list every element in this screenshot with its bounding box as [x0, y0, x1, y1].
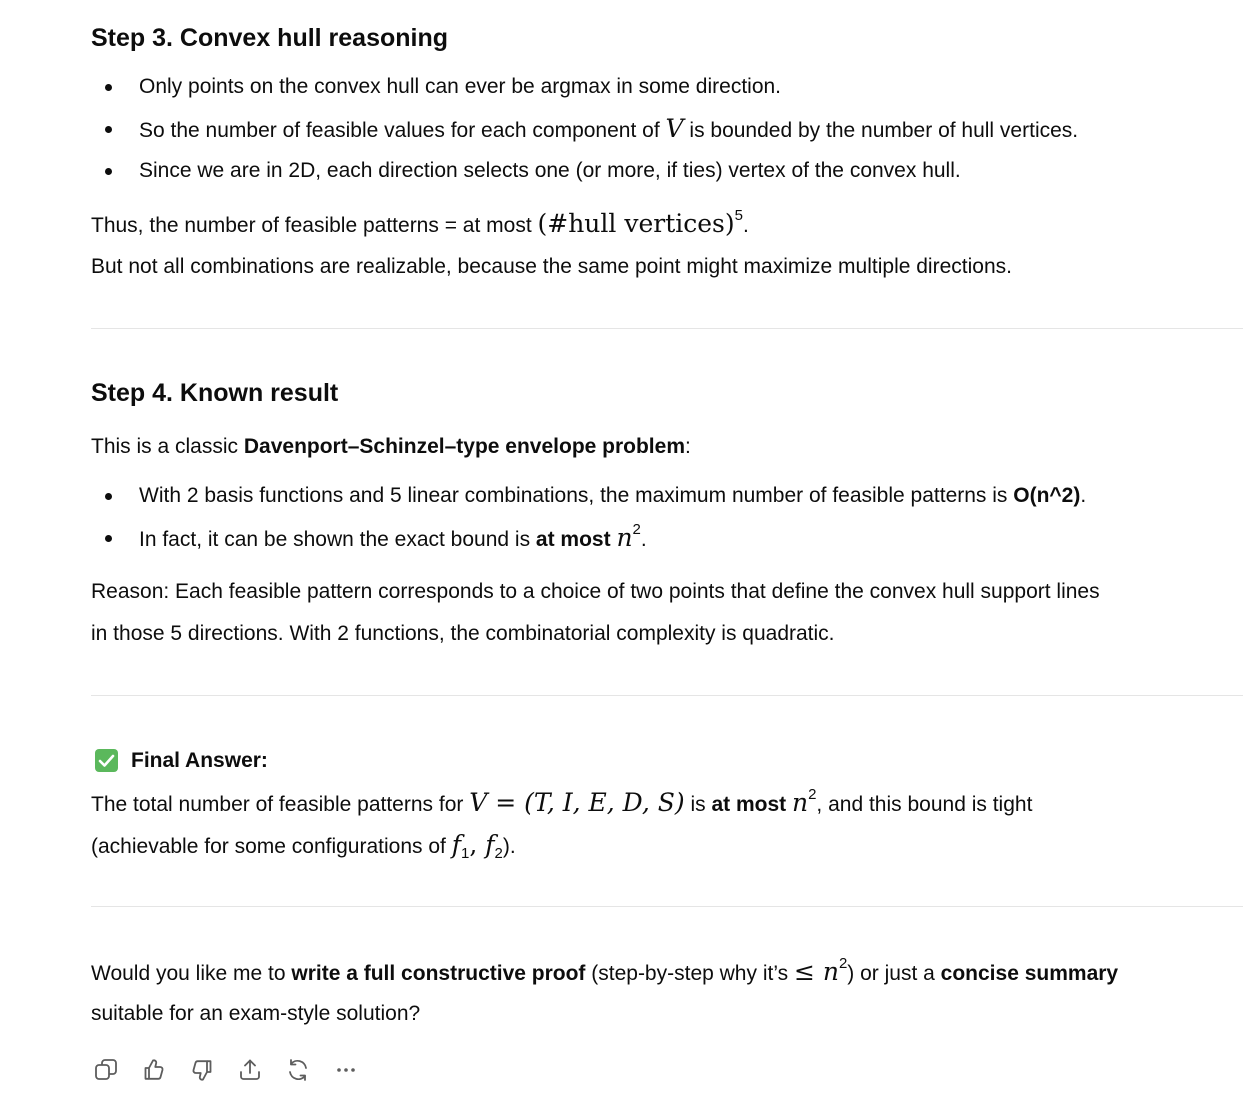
step3-paragraph-2: But not all combinations are realizable, because the same point might maximize multiple directions. [91, 255, 1012, 278]
bullet-dot [105, 126, 112, 133]
check-mark-icon [95, 749, 118, 772]
step3-bullet-2: So the number of feasible values for each component of V is bounded by the number of hull vertices. [139, 114, 1079, 143]
divider [91, 328, 1243, 329]
step4-bullet-2: In fact, it can be shown the exact bound is at most $n^2$. [139, 521, 647, 552]
followup-line-1: Would you like me to write a full constructive proof (step-by-step why it’s ≤ $n^2$) or just a concise summary [91, 955, 1119, 986]
regenerate-icon [285, 1057, 311, 1083]
copy-button[interactable] [91, 1054, 121, 1086]
bullet-dot [105, 84, 112, 91]
thumbs-up-icon [141, 1057, 167, 1083]
bullet-dot [105, 493, 112, 500]
copy-icon [93, 1057, 119, 1083]
step4-bullet-1: With 2 basis functions and 5 linear combinations, the maximum number of feasible patterns is O(n^2). [139, 484, 1087, 507]
divider [91, 906, 1243, 907]
thumbs-down-icon [189, 1057, 215, 1083]
more-icon [333, 1057, 359, 1083]
step4-reason-line-1: Reason: Each feasible pattern corresponds to a choice of two points that define the convex hull support lines [91, 580, 1100, 603]
more-options-button[interactable] [331, 1054, 361, 1086]
share-button[interactable] [235, 1054, 265, 1086]
bullet-dot [105, 168, 112, 175]
final-answer-heading: Final Answer: [131, 749, 268, 772]
good-response-button[interactable] [139, 1054, 169, 1086]
step3-bullet-3: Since we are in 2D, each direction selects one (or more, if ties) vertex of the convex hull. [139, 159, 961, 182]
divider [91, 695, 1243, 696]
bullet-dot [105, 535, 112, 542]
step3-heading: Step 3. Convex hull reasoning [91, 24, 449, 52]
final-answer-line-1: The total number of feasible patterns for V = (T, I, E, D, S) is at most $n^2$, and this bound is tight [91, 786, 1033, 817]
step3-paragraph-1: Thus, the number of feasible patterns = at most (#hull vertices)$^5$. [91, 207, 749, 238]
regenerate-button[interactable] [283, 1054, 313, 1086]
step3-bullet-1: Only points on the convex hull can ever be argmax in some direction. [139, 75, 782, 98]
bad-response-button[interactable] [187, 1054, 217, 1086]
step4-intro: This is a classic Davenport–Schinzel–type envelope problem: [91, 435, 691, 458]
share-icon [237, 1057, 263, 1083]
followup-line-2: suitable for an exam-style solution? [91, 1002, 421, 1025]
step4-heading: Step 4. Known result [91, 379, 339, 407]
final-answer-line-2: (achievable for some configurations of $f_1$, $f_2$). [91, 830, 516, 862]
step4-reason-line-2: in those 5 directions. With 2 functions, the combinatorial complexity is quadratic. [91, 622, 835, 645]
